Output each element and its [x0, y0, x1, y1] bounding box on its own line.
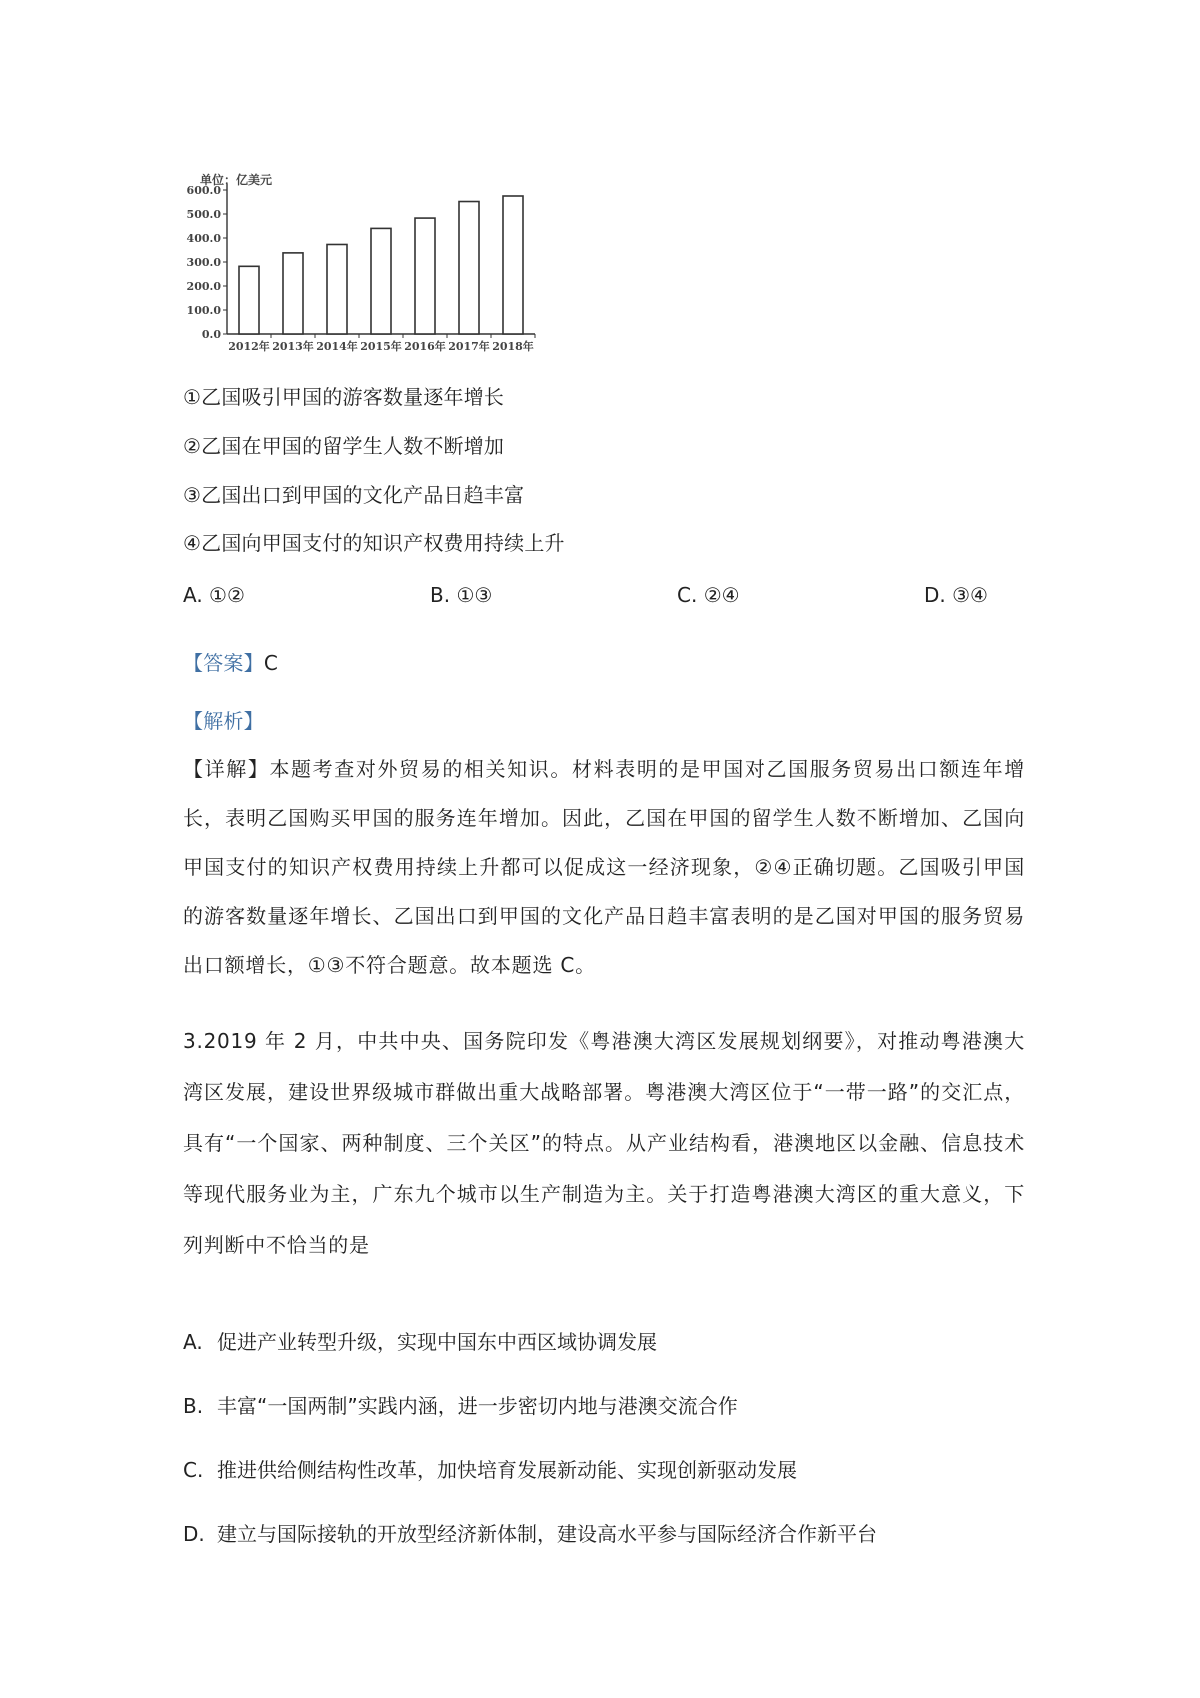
chart-bars	[239, 196, 523, 334]
question-3-choice-c	[183, 1460, 797, 1480]
bar-chart	[172, 154, 552, 374]
choice-c-label: C.	[183, 1458, 204, 1482]
chart-y-tick-label: 200.0	[186, 280, 221, 293]
chart-x-tick-label: 2015年	[360, 340, 402, 353]
answer-line	[183, 653, 278, 673]
choice-d-text: 建立与国际接轨的开放型经济新体制，建设高水平参与国际经济合作新平台	[217, 1522, 877, 1546]
chart-y-tick-label: 500.0	[186, 208, 221, 221]
question-3-stem: 3.2019 年 2 月，中共中央、国务院印发《粤港澳大湾区发展规划纲要》，对推动粤港澳大湾区发展，建设世界级城市群做出重大战略部署。粤港澳大湾区位于“一带一路”的交汇点，具有“一个国家、两种制度、三个关区”的特点。从产业结构看，港澳地区以金融、信息技术等现代服务业为主，广东九个城市以生产制造为主。关于打造粤港澳大湾区的重大意义，下列判断中不恰当的是	[183, 1029, 1025, 1257]
chart-x-tick-label: 2017年	[448, 340, 490, 353]
question-3-choice-a	[183, 1332, 657, 1352]
chart-bar-2014年	[327, 244, 347, 334]
chart-bar-2012年	[239, 266, 259, 334]
option-a	[183, 585, 245, 605]
chart-x-ticks	[228, 334, 535, 353]
bar-chart-svg	[172, 154, 552, 374]
choice-b-label: B.	[183, 1394, 204, 1418]
chart-x-tick-label: 2016年	[404, 340, 446, 353]
statement-1: ①乙国吸引甲国的游客数量逐年增长	[183, 385, 505, 409]
option-d	[924, 585, 988, 605]
option-a-text: ①②	[209, 583, 245, 607]
analysis-title: 【解析】	[183, 709, 264, 733]
chart-y-tick-label: 100.0	[186, 304, 221, 317]
option-b-text: ①③	[456, 583, 493, 607]
chart-y-tick-label: 300.0	[186, 256, 221, 269]
option-a-label: A.	[183, 583, 203, 607]
analysis-detail: 【详解】本题考查对外贸易的相关知识。材料表明的是甲国对乙国服务贸易出口额连年增长，表明乙国购买甲国的服务连年增加。因此，乙国在甲国的留学生人数不断增加、乙国向甲国支付的知识产权费用持续上升都可以促成这一经济现象，②④正确切题。乙国吸引甲国的游客数量逐年增长、乙国出口到甲国的文化产品日趋丰富表明的是乙国对甲国的服务贸易出口额增长，①③不符合题意。故本题选 C。	[183, 757, 1025, 977]
option-b-label: B.	[430, 583, 451, 607]
chart-y-tick-label: 0.0	[201, 328, 221, 341]
chart-bar-2015年	[371, 228, 391, 334]
chart-unit-label: 单位：亿美元	[200, 173, 273, 187]
option-d-label: D.	[924, 583, 946, 607]
chart-x-tick-label: 2013年	[272, 340, 314, 353]
chart-x-tick-label: 2018年	[492, 340, 534, 353]
answer-key: 【答案】	[183, 651, 264, 675]
statement-4: ④乙国向甲国支付的知识产权费用持续上升	[183, 531, 565, 555]
answer-value: C	[263, 651, 278, 675]
choice-b-text: 丰富“一国两制”实践内涵，进一步密切内地与港澳交流合作	[217, 1394, 738, 1418]
option-c	[677, 585, 740, 605]
statement-2: ②乙国在甲国的留学生人数不断增加	[183, 434, 505, 458]
choice-a-text: 促进产业转型升级，实现中国东中西区域协调发展	[217, 1330, 657, 1354]
statement-3: ③乙国出口到甲国的文化产品日趋丰富	[183, 483, 525, 507]
option-d-text: ③④	[952, 583, 988, 607]
chart-y-ticks	[187, 184, 227, 341]
option-b	[430, 585, 492, 605]
choice-c-text: 推进供给侧结构性改革，加快培育发展新动能、实现创新驱动发展	[217, 1458, 797, 1482]
chart-bar-2018年	[503, 196, 523, 334]
chart-bar-2016年	[415, 218, 435, 334]
option-c-text: ②④	[703, 583, 740, 607]
chart-bar-2013年	[283, 253, 303, 334]
chart-bar-2017年	[459, 202, 479, 334]
question-3-choice-b	[183, 1396, 738, 1416]
option-c-label: C.	[677, 583, 698, 607]
choice-a-label: A.	[183, 1330, 203, 1354]
chart-x-tick-label: 2014年	[316, 340, 358, 353]
chart-x-tick-label: 2012年	[228, 340, 270, 353]
chart-y-tick-label: 600.0	[186, 184, 221, 197]
choice-d-label: D.	[183, 1522, 205, 1546]
question-3-choice-d	[183, 1524, 877, 1544]
chart-y-tick-label: 400.0	[186, 232, 221, 245]
